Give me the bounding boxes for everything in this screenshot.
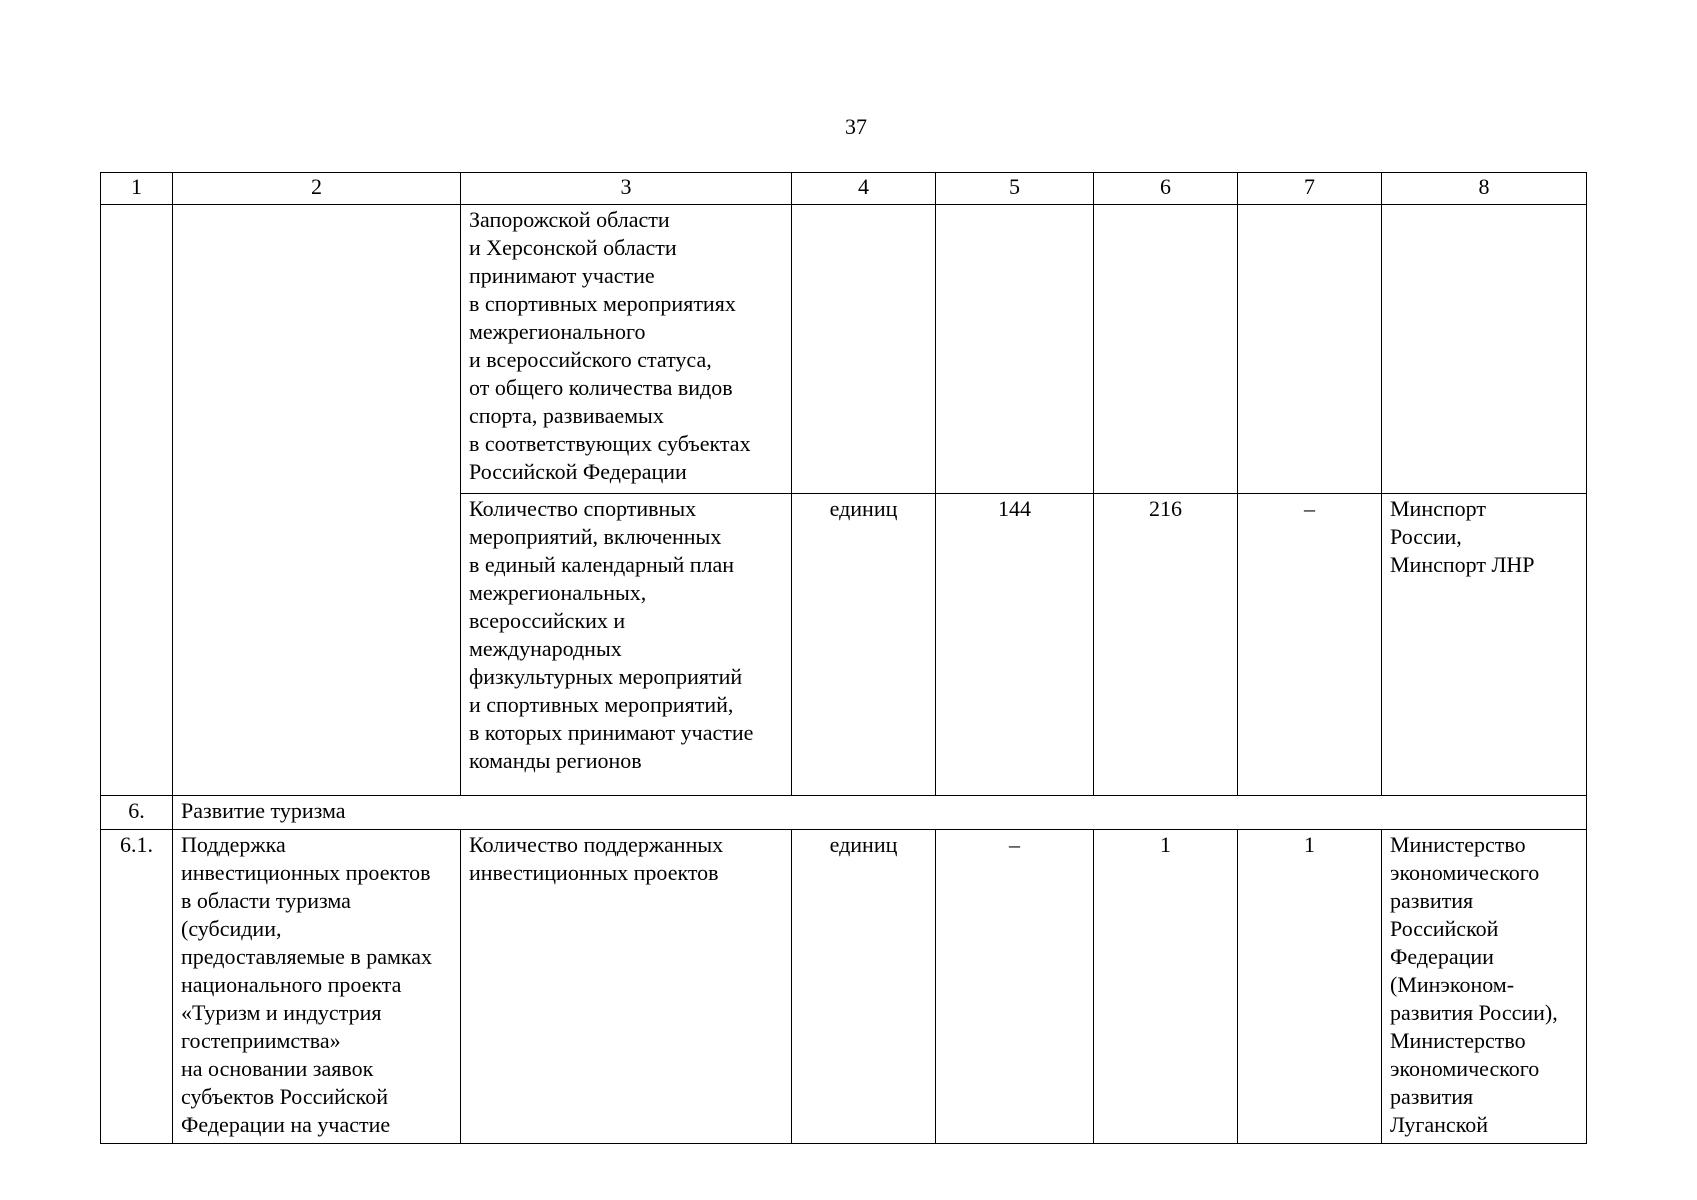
table-row-6-1 — [101, 830, 1587, 1144]
header-col-6: 6 — [1094, 173, 1238, 205]
cell-val6-empty — [1094, 205, 1238, 494]
document-table — [100, 172, 1587, 1144]
cell-indicator: Количество спортивных мероприятий, включенных в единый календарный план межрегиональных, всероссийских и международных физкультурных мероприятий и спортивных мероприятий, в которых принимают участие команды регионов — [461, 494, 792, 796]
cell-val5: – — [936, 830, 1094, 1144]
header-col-2: 2 — [173, 173, 461, 205]
cell-val5: 144 — [936, 494, 1094, 796]
header-col-7: 7 — [1238, 173, 1382, 205]
header-col-8: 8 — [1382, 173, 1587, 205]
cell-indicator-continued: Запорожской области и Херсонской области принимают участие в спортивных мероприятиях межрегионального и всероссийского статуса, от общего количества видов спорта, развиваемых в соответствующих субъектах Российской Федерации — [461, 205, 792, 494]
cell-val7-empty — [1238, 205, 1382, 494]
section-title: Развитие туризма — [173, 796, 1587, 830]
cell-val7: 1 — [1238, 830, 1382, 1144]
cell-val5-empty — [936, 205, 1094, 494]
cell-number-empty — [101, 494, 173, 796]
table-row-sport-events — [101, 494, 1587, 796]
cell-measure: Поддержка инвестиционных проектов в области туризма (субсидии, предоставляемые в рамках национального проекта «Туризм и индустрия гостеприимства» на основании заявок субъектов Российской Федерации на участие — [173, 830, 461, 1144]
cell-val6: 1 — [1094, 830, 1238, 1144]
cell-responsible-empty — [1382, 205, 1587, 494]
page-number: 37 — [845, 114, 867, 139]
table-row-continued — [101, 205, 1587, 494]
table-header-row — [101, 173, 1587, 205]
cell-measure-empty — [173, 494, 461, 796]
header-col-3: 3 — [461, 173, 792, 205]
header-col-5: 5 — [936, 173, 1094, 205]
cell-val6: 216 — [1094, 494, 1238, 796]
cell-indicator: Количество поддержанных инвестиционных проектов — [461, 830, 792, 1144]
cell-number-empty — [101, 205, 173, 494]
table-row-section-6 — [101, 796, 1587, 830]
header-col-1: 1 — [101, 173, 173, 205]
header-col-4: 4 — [792, 173, 936, 205]
section-number: 6. — [101, 796, 173, 830]
cell-unit: единиц — [792, 494, 936, 796]
cell-measure-empty — [173, 205, 461, 494]
cell-responsible: Министерство экономического развития Российской Федерации (Минэконом- развития России), Министерство экономического развития Луганской — [1382, 830, 1587, 1144]
cell-unit: единиц — [792, 830, 936, 1144]
cell-unit-empty — [792, 205, 936, 494]
cell-val7: – — [1238, 494, 1382, 796]
cell-responsible: Минспорт России, Минспорт ЛНР — [1382, 494, 1587, 796]
cell-number: 6.1. — [101, 830, 173, 1144]
